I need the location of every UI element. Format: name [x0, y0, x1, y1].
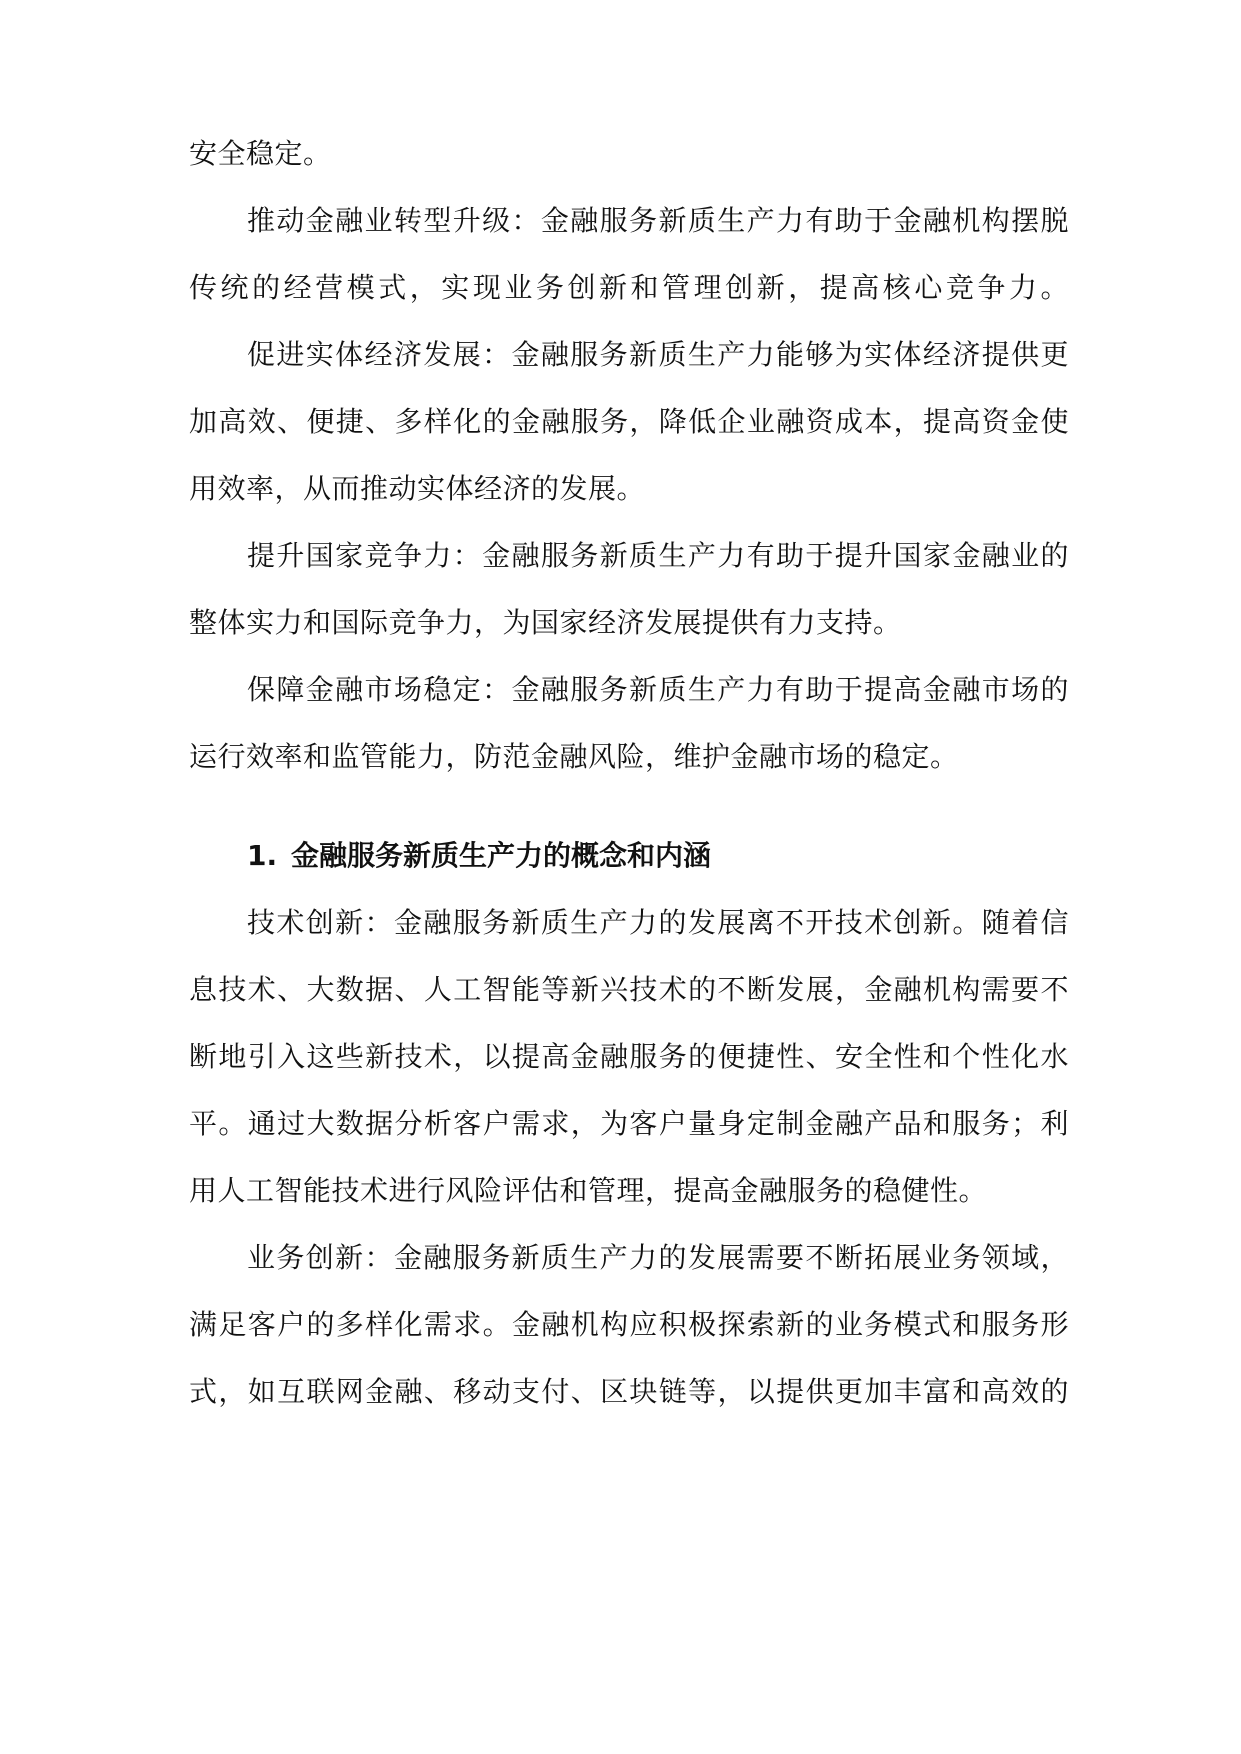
text-line: 运行效率和监管能力，防范金融风险，维护金融市场的稳定。: [189, 740, 959, 773]
section-heading: [247, 836, 711, 876]
text-line: 技术创新：金融服务新质生产力的发展离不开技术创新。随着信: [247, 906, 1069, 939]
section-number: 1.: [247, 839, 278, 872]
text-line: 加高效、便捷、多样化的金融服务，降低企业融资成本，提高资金使: [189, 405, 1069, 438]
text-line: 提升国家竞争力：金融服务新质生产力有助于提升国家金融业的: [247, 539, 1069, 572]
text-line: 满足客户的多样化需求。金融机构应积极探索新的业务模式和服务形: [189, 1308, 1069, 1341]
text-line: 保障金融市场稳定：金融服务新质生产力有助于提高金融市场的: [247, 673, 1069, 706]
text-line: 业务创新：金融服务新质生产力的发展需要不断拓展业务领域，: [247, 1241, 1069, 1274]
text-line: 息技术、大数据、人工智能等新兴技术的不断发展，金融机构需要不: [189, 973, 1069, 1006]
text-line: 断地引入这些新技术，以提高金融服务的便捷性、安全性和个性化水: [189, 1040, 1069, 1073]
text-line: 推动金融业转型升级：金融服务新质生产力有助于金融机构摆脱: [247, 204, 1069, 237]
text-line: 整体实力和国际竞争力，为国家经济发展提供有力支持。: [189, 606, 902, 639]
text-line: 用人工智能技术进行风险评估和管理，提高金融服务的稳健性。: [189, 1174, 988, 1207]
text-line: 平。通过大数据分析客户需求，为客户量身定制金融产品和服务；利: [189, 1107, 1069, 1140]
text-line: 安全稳定。: [189, 137, 332, 170]
text-line: 式，如互联网金融、移动支付、区块链等，以提供更加丰富和高效的: [189, 1375, 1069, 1408]
text-line: 用效率，从而推动实体经济的发展。: [189, 472, 646, 505]
text-line: 传统的经营模式，实现业务创新和管理创新，提高核心竞争力。: [189, 271, 1069, 304]
section-title: 金融服务新质生产力的概念和内涵: [291, 839, 712, 872]
text-line: 促进实体经济发展：金融服务新质生产力能够为实体经济提供更: [247, 338, 1069, 371]
